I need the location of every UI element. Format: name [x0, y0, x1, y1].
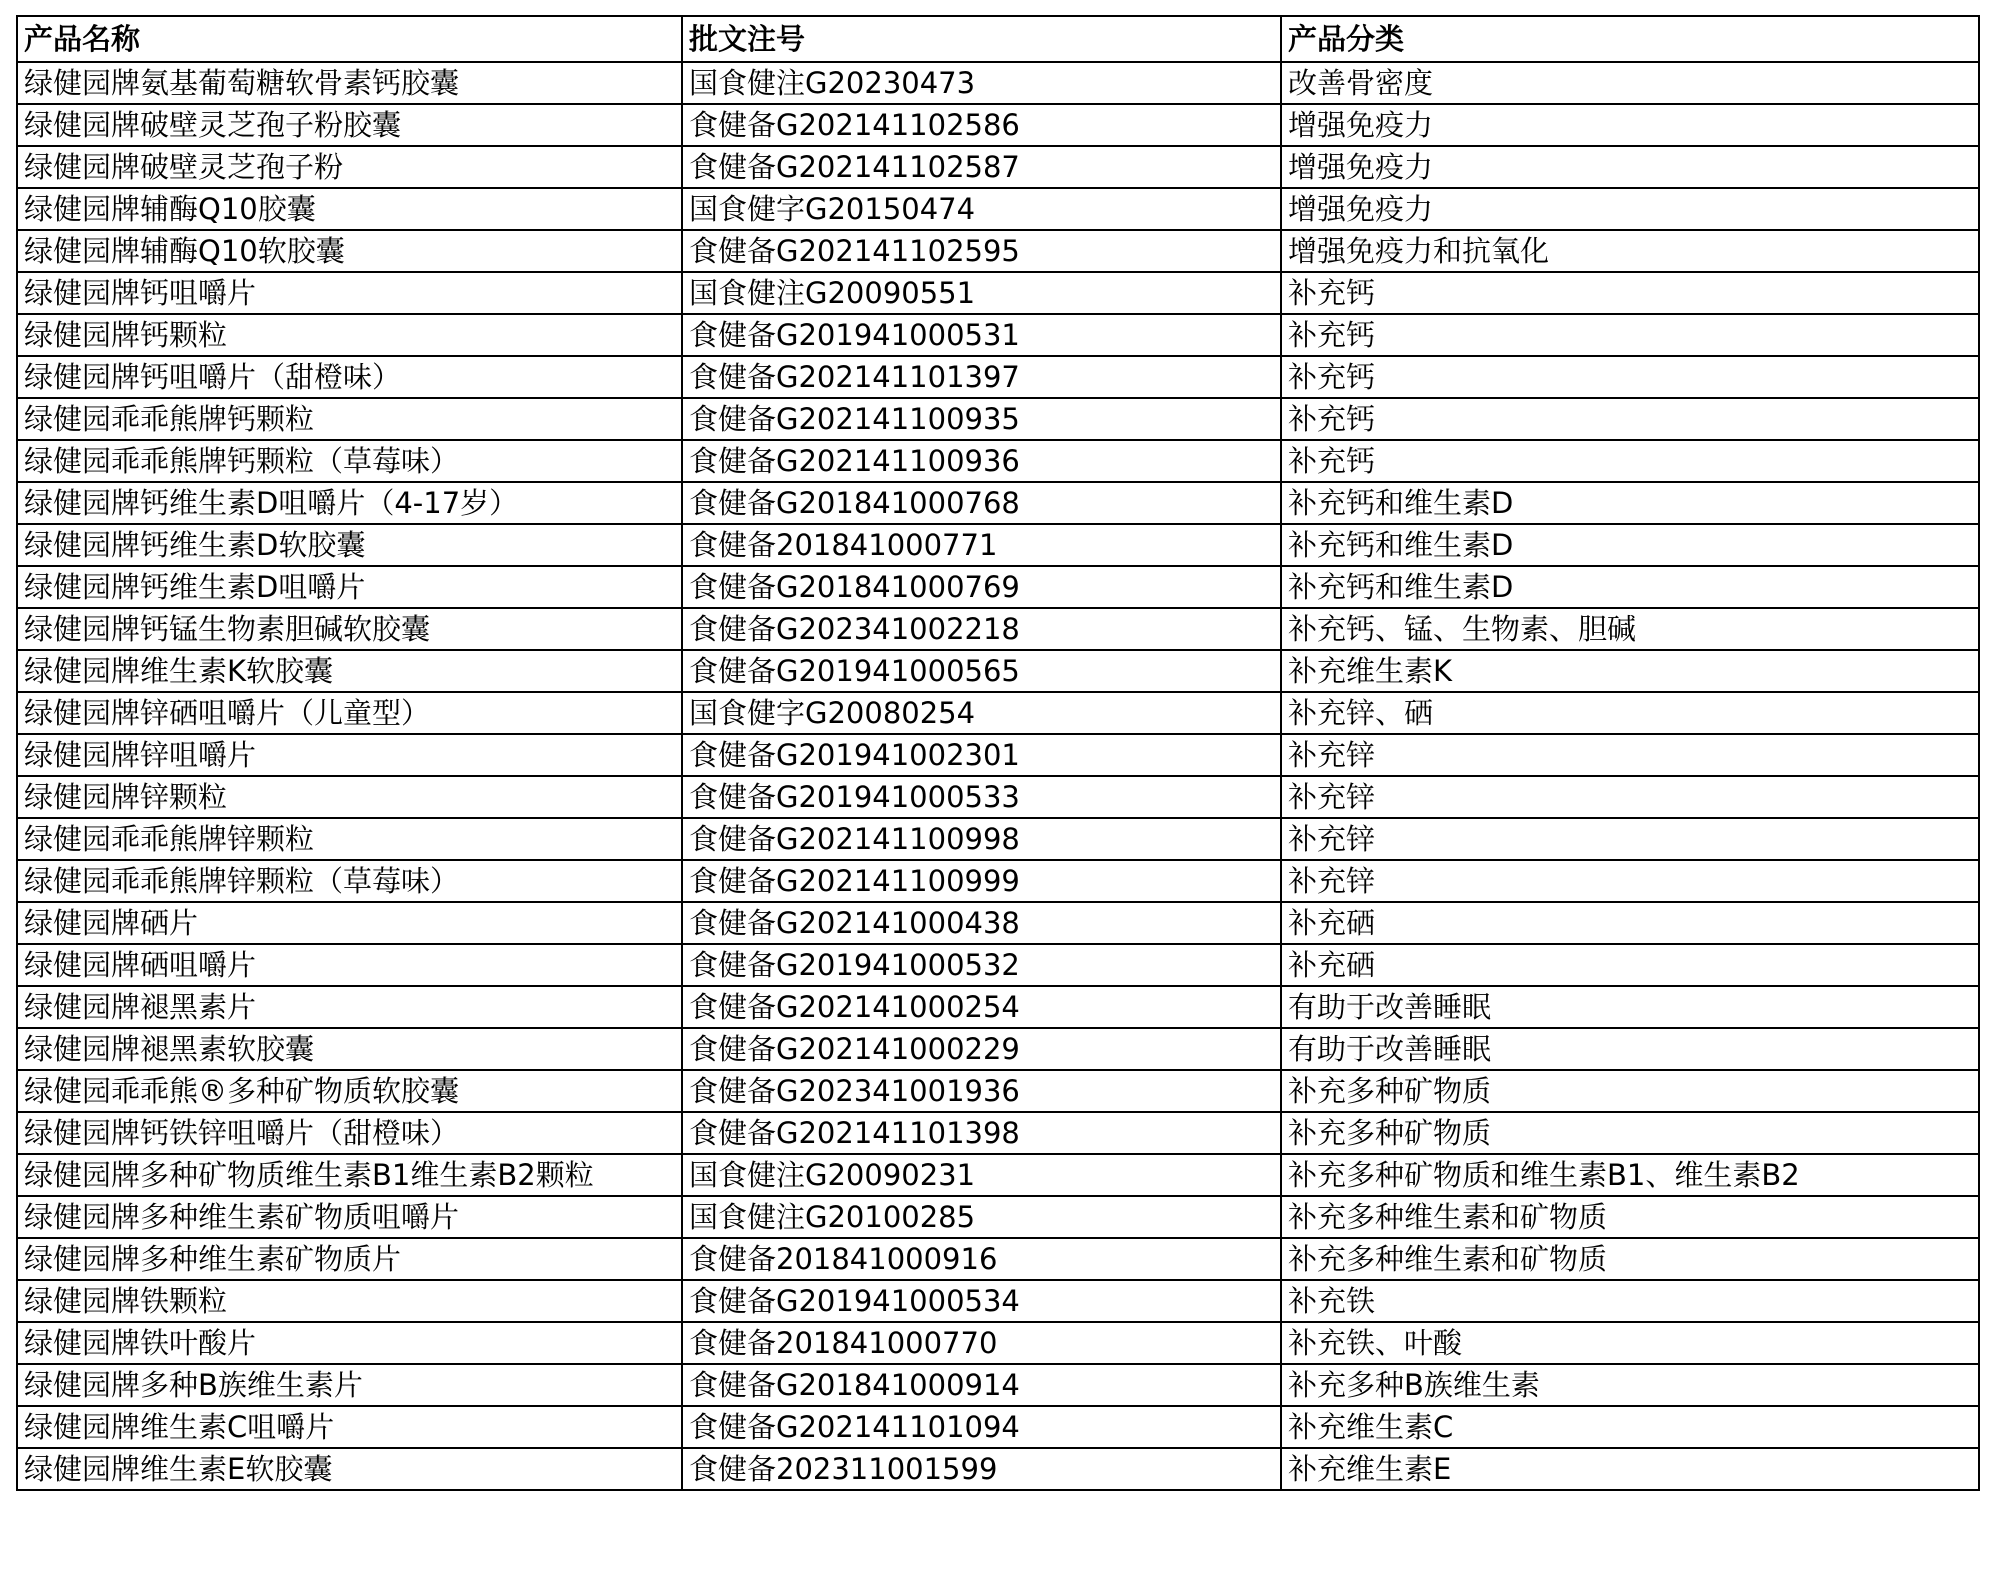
cell-approval-number: 食健备G201941000565 [682, 650, 1281, 692]
table-row [17, 1364, 1979, 1406]
cell-product-name: 绿健园牌钙维生素D咀嚼片 [17, 566, 682, 608]
table-row [17, 692, 1979, 734]
cell-approval-number: 食健备G202341002218 [682, 608, 1281, 650]
cell-product-name: 绿健园牌钙铁锌咀嚼片（甜橙味） [17, 1112, 682, 1154]
cell-approval-number: 食健备201841000770 [682, 1322, 1281, 1364]
cell-approval-number: 食健备G202141100999 [682, 860, 1281, 902]
header-product-name: 产品名称 [17, 16, 682, 62]
header-product-category: 产品分类 [1281, 16, 1979, 62]
table-row [17, 1448, 1979, 1490]
cell-approval-number: 国食健字G20080254 [682, 692, 1281, 734]
cell-approval-number: 食健备G201841000914 [682, 1364, 1281, 1406]
cell-approval-number: 食健备201841000916 [682, 1238, 1281, 1280]
cell-product-name: 绿健园牌氨基葡萄糖软骨素钙胶囊 [17, 62, 682, 104]
table-row [17, 1028, 1979, 1070]
table-row [17, 1196, 1979, 1238]
cell-product-category: 补充锌 [1281, 776, 1979, 818]
table-row [17, 1406, 1979, 1448]
cell-approval-number: 食健备G202141101397 [682, 356, 1281, 398]
cell-product-category: 增强免疫力 [1281, 146, 1979, 188]
cell-approval-number: 国食健注G20100285 [682, 1196, 1281, 1238]
cell-product-name: 绿健园乖乖熊牌锌颗粒 [17, 818, 682, 860]
cell-product-category: 补充硒 [1281, 902, 1979, 944]
table-row [17, 1154, 1979, 1196]
cell-product-name: 绿健园牌钙锰生物素胆碱软胶囊 [17, 608, 682, 650]
table-row [17, 230, 1979, 272]
cell-product-category: 补充钙 [1281, 398, 1979, 440]
table-row [17, 1070, 1979, 1112]
cell-product-name: 绿健园牌钙颗粒 [17, 314, 682, 356]
cell-approval-number: 食健备G202141100998 [682, 818, 1281, 860]
table-row [17, 776, 1979, 818]
cell-product-category: 补充锌 [1281, 734, 1979, 776]
cell-approval-number: 食健备G201941000531 [682, 314, 1281, 356]
cell-product-name: 绿健园乖乖熊牌锌颗粒（草莓味） [17, 860, 682, 902]
cell-approval-number: 食健备G202141000438 [682, 902, 1281, 944]
cell-approval-number: 国食健注G20230473 [682, 62, 1281, 104]
cell-product-category: 增强免疫力和抗氧化 [1281, 230, 1979, 272]
cell-product-name: 绿健园牌铁叶酸片 [17, 1322, 682, 1364]
cell-approval-number: 食健备G202141102586 [682, 104, 1281, 146]
cell-product-name: 绿健园牌锌颗粒 [17, 776, 682, 818]
cell-approval-number: 国食健字G20150474 [682, 188, 1281, 230]
table-row [17, 650, 1979, 692]
table-row [17, 860, 1979, 902]
table-row [17, 188, 1979, 230]
table-row [17, 62, 1979, 104]
cell-product-category: 补充锌 [1281, 860, 1979, 902]
cell-product-name: 绿健园牌硒咀嚼片 [17, 944, 682, 986]
cell-product-category: 补充钙和维生素D [1281, 524, 1979, 566]
cell-product-category: 补充维生素K [1281, 650, 1979, 692]
table-row [17, 398, 1979, 440]
cell-product-category: 补充铁、叶酸 [1281, 1322, 1979, 1364]
cell-product-category: 补充多种维生素和矿物质 [1281, 1196, 1979, 1238]
table-header [17, 16, 1979, 62]
table-row [17, 1238, 1979, 1280]
cell-product-category: 增强免疫力 [1281, 188, 1979, 230]
cell-approval-number: 食健备201841000771 [682, 524, 1281, 566]
table-row [17, 566, 1979, 608]
table-row [17, 986, 1979, 1028]
cell-approval-number: 食健备G201841000769 [682, 566, 1281, 608]
cell-approval-number: 食健备G202141000229 [682, 1028, 1281, 1070]
cell-approval-number: 食健备G201941000533 [682, 776, 1281, 818]
table-row [17, 1280, 1979, 1322]
cell-product-category: 补充钙 [1281, 440, 1979, 482]
cell-product-name: 绿健园牌多种矿物质维生素B1维生素B2颗粒 [17, 1154, 682, 1196]
table-row [17, 314, 1979, 356]
cell-product-name: 绿健园乖乖熊®多种矿物质软胶囊 [17, 1070, 682, 1112]
cell-product-name: 绿健园牌辅酶Q10胶囊 [17, 188, 682, 230]
cell-product-category: 补充钙和维生素D [1281, 482, 1979, 524]
cell-approval-number: 食健备G202141102587 [682, 146, 1281, 188]
table-row [17, 818, 1979, 860]
cell-product-name: 绿健园牌多种B族维生素片 [17, 1364, 682, 1406]
cell-product-name: 绿健园牌多种维生素矿物质咀嚼片 [17, 1196, 682, 1238]
cell-product-category: 补充维生素C [1281, 1406, 1979, 1448]
cell-product-category: 补充多种矿物质 [1281, 1112, 1979, 1154]
cell-approval-number: 食健备G202141102595 [682, 230, 1281, 272]
cell-product-category: 补充钙和维生素D [1281, 566, 1979, 608]
cell-product-name: 绿健园牌破壁灵芝孢子粉 [17, 146, 682, 188]
table-row [17, 608, 1979, 650]
cell-product-name: 绿健园牌钙维生素D软胶囊 [17, 524, 682, 566]
table-row [17, 734, 1979, 776]
header-approval-number: 批文注号 [682, 16, 1281, 62]
cell-approval-number: 国食健注G20090551 [682, 272, 1281, 314]
cell-approval-number: 食健备G202141100935 [682, 398, 1281, 440]
cell-product-category: 补充钙 [1281, 356, 1979, 398]
cell-product-name: 绿健园牌锌硒咀嚼片（儿童型） [17, 692, 682, 734]
cell-approval-number: 食健备G201841000768 [682, 482, 1281, 524]
cell-product-name: 绿健园牌钙维生素D咀嚼片（4-17岁） [17, 482, 682, 524]
cell-product-category: 补充维生素E [1281, 1448, 1979, 1490]
cell-approval-number: 食健备G201941000532 [682, 944, 1281, 986]
table-row [17, 482, 1979, 524]
cell-product-name: 绿健园牌钙咀嚼片（甜橙味） [17, 356, 682, 398]
table-row [17, 272, 1979, 314]
table-row [17, 440, 1979, 482]
cell-product-name: 绿健园牌维生素C咀嚼片 [17, 1406, 682, 1448]
cell-product-name: 绿健园牌钙咀嚼片 [17, 272, 682, 314]
cell-product-name: 绿健园乖乖熊牌钙颗粒 [17, 398, 682, 440]
cell-approval-number: 食健备G202141100936 [682, 440, 1281, 482]
table-row [17, 356, 1979, 398]
cell-product-category: 补充多种B族维生素 [1281, 1364, 1979, 1406]
cell-product-category: 补充多种矿物质和维生素B1、维生素B2 [1281, 1154, 1979, 1196]
cell-product-name: 绿健园牌多种维生素矿物质片 [17, 1238, 682, 1280]
table-row [17, 104, 1979, 146]
cell-product-name: 绿健园牌维生素E软胶囊 [17, 1448, 682, 1490]
cell-product-category: 补充锌 [1281, 818, 1979, 860]
cell-product-category: 补充硒 [1281, 944, 1979, 986]
cell-product-name: 绿健园乖乖熊牌钙颗粒（草莓味） [17, 440, 682, 482]
cell-product-name: 绿健园牌锌咀嚼片 [17, 734, 682, 776]
cell-product-category: 有助于改善睡眠 [1281, 986, 1979, 1028]
cell-product-name: 绿健园牌辅酶Q10软胶囊 [17, 230, 682, 272]
cell-approval-number: 国食健注G20090231 [682, 1154, 1281, 1196]
cell-product-category: 补充锌、硒 [1281, 692, 1979, 734]
cell-approval-number: 食健备G202141101398 [682, 1112, 1281, 1154]
cell-product-category: 补充多种矿物质 [1281, 1070, 1979, 1112]
cell-product-category: 补充钙 [1281, 272, 1979, 314]
cell-product-name: 绿健园牌维生素K软胶囊 [17, 650, 682, 692]
cell-product-category: 改善骨密度 [1281, 62, 1979, 104]
cell-product-name: 绿健园牌硒片 [17, 902, 682, 944]
cell-product-category: 补充钙、锰、生物素、胆碱 [1281, 608, 1979, 650]
cell-approval-number: 食健备G201941000534 [682, 1280, 1281, 1322]
table-row [17, 146, 1979, 188]
cell-product-name: 绿健园牌褪黑素软胶囊 [17, 1028, 682, 1070]
cell-product-name: 绿健园牌破壁灵芝孢子粉胶囊 [17, 104, 682, 146]
table-body [17, 62, 1979, 1490]
cell-approval-number: 食健备G202141000254 [682, 986, 1281, 1028]
cell-product-category: 增强免疫力 [1281, 104, 1979, 146]
table-row [17, 1112, 1979, 1154]
table-row [17, 944, 1979, 986]
table-row [17, 1322, 1979, 1364]
cell-approval-number: 食健备202311001599 [682, 1448, 1281, 1490]
product-table [16, 15, 1980, 1491]
cell-product-category: 补充多种维生素和矿物质 [1281, 1238, 1979, 1280]
cell-product-category: 补充钙 [1281, 314, 1979, 356]
header-row [17, 16, 1979, 62]
cell-product-name: 绿健园牌铁颗粒 [17, 1280, 682, 1322]
cell-approval-number: 食健备G202341001936 [682, 1070, 1281, 1112]
cell-product-name: 绿健园牌褪黑素片 [17, 986, 682, 1028]
table-row [17, 524, 1979, 566]
cell-approval-number: 食健备G202141101094 [682, 1406, 1281, 1448]
cell-product-category: 补充铁 [1281, 1280, 1979, 1322]
cell-product-category: 有助于改善睡眠 [1281, 1028, 1979, 1070]
table-row [17, 902, 1979, 944]
cell-approval-number: 食健备G201941002301 [682, 734, 1281, 776]
